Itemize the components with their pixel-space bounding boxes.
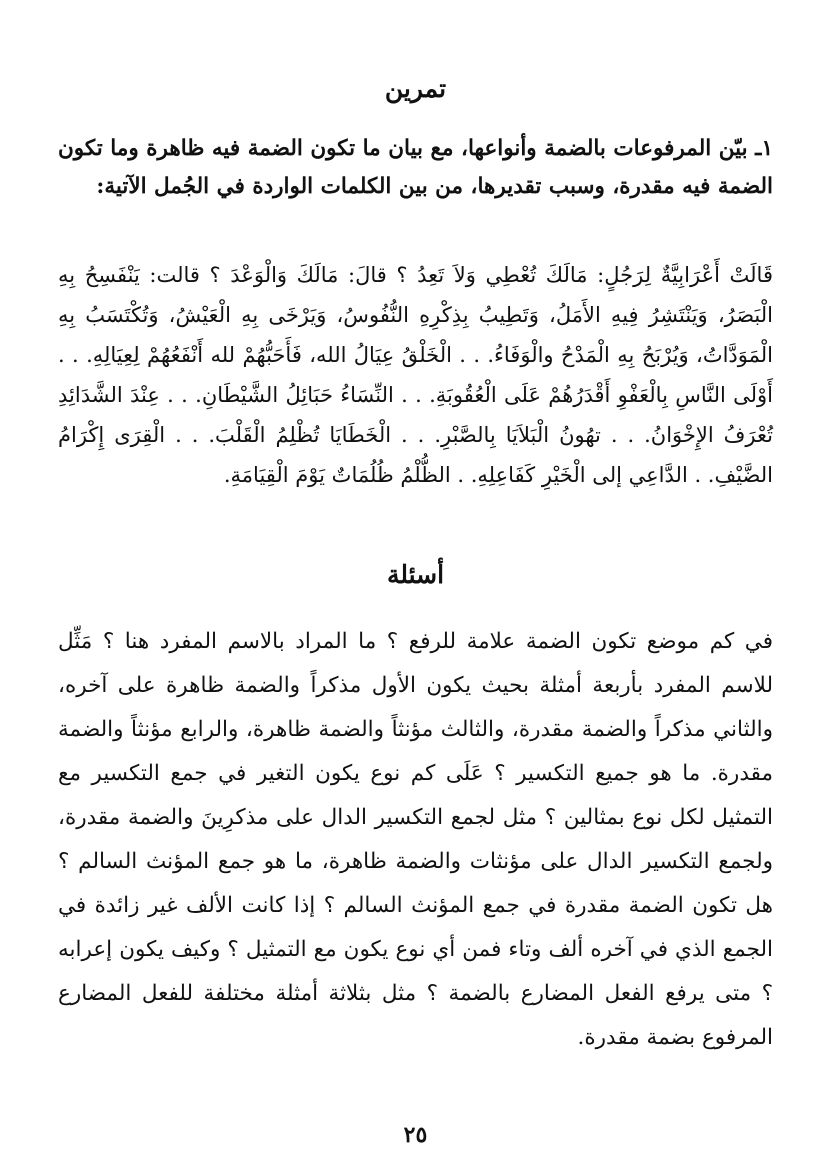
- exercise-text: قَالَتْ أَعْرَابِيَّةٌ لِرَجُلٍ: مَالَكَ تُعْطِي وَلاَ تَعِدُ ؟ قالَ: مَالَكَ وَالْوَعْدَ ؟ قالت: يَنْفَسِحُ بِهِ الْبَصَرُ، وَيَنْتَشِرُ فِيهِ الأَمَلُ، وَتَطِيبُ بِذِكْرِهِ النُّفُوسُ، وَيَرْخَى بِهِ الْعَيْشُ، وَتُكْتَسَبُ بِهِ الْمَوَدَّاتُ، وَيُرْبَحُ بِهِ الْمَدْحُ والْوَفَاءُ. . . الْخَلْقُ عِيَالُ الله، فَأَحَبُّهُمْ لله أَنْفَعُهُمْ لِعِيَالِهِ. . . أَوْلَى النَّاسِ بِالْعَفْوِ أَقْدَرُهُمْ عَلَى الْعُقُوبَةِ. . . النِّسَاءُ حَبَائِلُ الشَّيْطَانِ. . . عِنْدَ الشَّدَائِدِ تُعْرَفُ الإِخْوَانُ. . . تهُونُ الْبَلاَيَا بِالصَّبْرِ. . . الْخَطَايَا تُظْلِمُ الْقَلْبَ. . . الْقِرَى إِكْرَامُ الضَّيْفِ. . الدَّاعِي إلى الْخَيْرِ كَفَاعِلِهِ. . الظُّلْمُ ظُلُمَاتٌ يَوْمَ الْقِيَامَةِ.: [58, 263, 773, 487]
- exercise-title: تمرين: [384, 74, 447, 103]
- exercise-instruction: ١ـ بيّن المرفوعات بالضمة وأنواعها، مع بيان ما تكون الضمة فيه ظاهرة وما تكون الضمة فيه مقدرة، وسبب تقديرها، من بين الكلمات الواردة في الجُمل الآتية:: [58, 136, 773, 199]
- book-page: [58, 0, 773, 1176]
- questions-title: أسئلة: [386, 560, 445, 589]
- questions-text: في كم موضع تكون الضمة علامة للرفع ؟ ما المراد بالاسم المفرد هنا ؟ مَثِّل للاسم المفرد بأربعة أمثلة بحيث يكون الأول مذكراً والضمة ظاهرة على آخره، والثاني مذكراً والضمة مقدرة، والثالث مؤنثاً والضمة ظاهرة، والرابع مؤنثاً والضمة مقدرة. ما هو جميع التكسير ؟ عَلَى كم نوع يكون التغير في جمع التكسير مع التمثيل لكل نوع بمثالين ؟ مثل لجمع التكسير الدال على مذكرِينَ والضمة مقدرة، ولجمع التكسير الدال على مؤنثات والضمة ظاهرة، ما هو جمع المؤنث السالم ؟ هل تكون الضمة مقدرة في جمع المؤنث السالم ؟ إذا كانت الألف غير زائدة في الجمع الذي في آخره ألف وتاء فمن أي نوع يكون مع التمثيل ؟ وكيف يكون إعرابه ؟ متى يرفع الفعل المضارع بالضمة ؟ مثل بثلاثة أمثلة مختلفة للفعل المضارع المرفوع بضمة مقدرة.: [58, 629, 773, 1050]
- page-number: ٢٥: [403, 1122, 428, 1148]
